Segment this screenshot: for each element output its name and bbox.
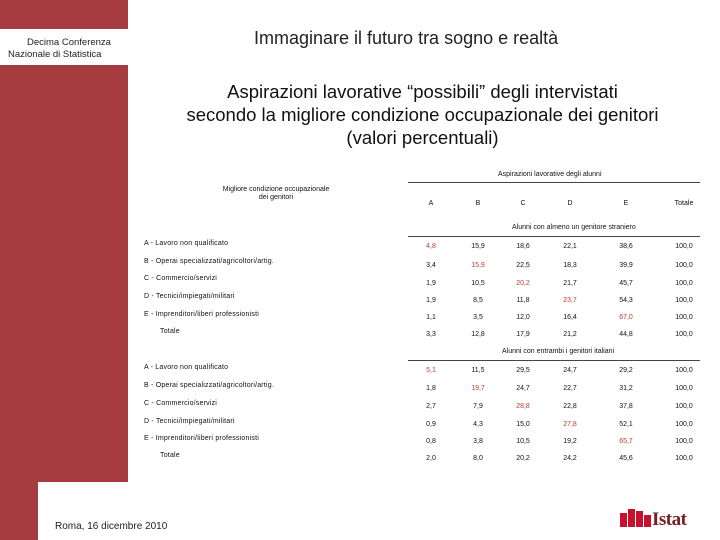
row-label: Totale xyxy=(160,328,180,335)
table-cell: 1,9 xyxy=(426,297,436,304)
table-cell: 8,0 xyxy=(473,455,483,462)
table-cell: 3,4 xyxy=(426,262,436,269)
table-cell: 67,0 xyxy=(619,314,633,321)
table-cell: 22,8 xyxy=(563,403,577,410)
table-cell: 100,0 xyxy=(675,262,693,269)
group-header-rule xyxy=(408,182,700,183)
table-cell: 100,0 xyxy=(675,314,693,321)
table-cell: 1,8 xyxy=(426,385,436,392)
slide-title-line-1: Aspirazioni lavorative “possibili” degli intervistati xyxy=(227,81,618,102)
table-cell: 45,7 xyxy=(619,280,633,287)
table-cell: 65,7 xyxy=(619,438,633,445)
table-cell: 10,5 xyxy=(516,438,530,445)
table-cell: 100,0 xyxy=(675,455,693,462)
logo-bar-1 xyxy=(620,513,627,527)
table-cell: 39,9 xyxy=(619,262,633,269)
date-label: Roma, 16 dicembre 2010 xyxy=(55,521,168,532)
table-cell: 100,0 xyxy=(675,297,693,304)
row-header-line-1: Migliore condizione occupazionale xyxy=(222,186,330,193)
table-cell: 1,9 xyxy=(426,280,436,287)
column-header: C xyxy=(520,200,526,207)
group-header: Aspirazioni lavorative degli alunni xyxy=(498,171,602,178)
table-cell: 11,5 xyxy=(471,367,485,374)
table-cell: 15,9 xyxy=(471,262,485,269)
row-label: D - Tecnici/impiegati/militari xyxy=(144,418,235,425)
table-cell: 19,2 xyxy=(563,438,577,445)
row-label: C - Commercio/servizi xyxy=(144,275,218,282)
header-title: Immaginare il futuro tra sogno e realtà xyxy=(254,28,559,48)
table-cell: 44,8 xyxy=(619,331,633,338)
table-cell: 17,9 xyxy=(516,331,530,338)
table-cell: 18,6 xyxy=(516,243,530,250)
left-sidebar xyxy=(0,0,128,540)
table-cell: 45,6 xyxy=(619,455,633,462)
slide-title xyxy=(150,80,695,149)
table-cell: 54,3 xyxy=(619,297,633,304)
column-header: B xyxy=(475,200,481,207)
row-label: E - Imprenditori/liberi professionisti xyxy=(144,311,259,318)
section-title: Alunni con entrambi i genitori italiani xyxy=(502,348,615,355)
row-label: Totale xyxy=(160,452,180,459)
table-cell: 10,5 xyxy=(471,280,485,287)
table-cell: 15,9 xyxy=(471,243,485,250)
table-cell: 19,7 xyxy=(471,385,485,392)
table-cell: 29,5 xyxy=(516,367,530,374)
row-label: C - Commercio/servizi xyxy=(144,400,218,407)
table-cell: 12,8 xyxy=(471,331,485,338)
row-label: E - Imprenditori/liberi professionisti xyxy=(144,435,259,442)
column-header: E xyxy=(623,200,629,207)
table-cell: 27,8 xyxy=(563,421,577,428)
table-cell: 100,0 xyxy=(675,367,693,374)
table-cell: 3,8 xyxy=(473,438,483,445)
table-cell: 22,5 xyxy=(516,262,530,269)
section-title: Alunni con almeno un genitore straniero xyxy=(512,224,636,231)
table-cell: 22,1 xyxy=(563,243,577,250)
table-cell: 28,8 xyxy=(516,403,530,410)
section-rule xyxy=(408,236,700,237)
column-header: Totale xyxy=(674,200,694,207)
table-cell: 3,3 xyxy=(426,331,436,338)
row-label: A - Lavoro non qualificato xyxy=(144,364,229,371)
table-cell: 0,8 xyxy=(426,438,436,445)
table-cell: 21,2 xyxy=(563,331,577,338)
table-cell: 22,7 xyxy=(563,385,577,392)
table-cell: 24,2 xyxy=(563,455,577,462)
section-rule xyxy=(408,360,700,361)
table-cell: 4,8 xyxy=(426,243,436,250)
slide-title-line-3: (valori percentuali) xyxy=(346,127,499,148)
table-cell: 16,4 xyxy=(563,314,577,321)
column-header: A xyxy=(428,200,434,207)
table-cell: 23,7 xyxy=(563,297,577,304)
table-cell: 24,7 xyxy=(516,385,530,392)
table-cell: 21,7 xyxy=(563,280,577,287)
logo-bar-3 xyxy=(636,511,643,527)
logo-text: Istat xyxy=(652,509,687,530)
table-cell: 12,0 xyxy=(516,314,530,321)
column-header: D xyxy=(567,200,573,207)
table-cell: 100,0 xyxy=(675,403,693,410)
table-cell: 1,1 xyxy=(426,314,436,321)
table-cell: 100,0 xyxy=(675,438,693,445)
table-cell: 37,8 xyxy=(619,403,633,410)
table-cell: 11,8 xyxy=(516,297,530,304)
table-cell: 15,0 xyxy=(516,421,530,428)
table-cell: 100,0 xyxy=(675,385,693,392)
table-cell: 2,0 xyxy=(426,455,436,462)
row-header-line-2: dei genitori xyxy=(258,194,294,201)
slide-title-line-2: secondo la migliore condizione occupazionale dei genitori xyxy=(186,104,659,125)
conference-line-1: Decima Conferenza xyxy=(27,37,111,48)
table-cell: 4,3 xyxy=(473,421,483,428)
table-cell: 0,9 xyxy=(426,421,436,428)
table-cell: 20,2 xyxy=(516,455,530,462)
table-cell: 100,0 xyxy=(675,280,693,287)
table-cell: 20,2 xyxy=(516,280,530,287)
istat-logo xyxy=(620,507,690,531)
logo-bar-4 xyxy=(644,515,651,527)
logo-bar-2 xyxy=(628,509,635,527)
row-label: B - Operai specializzati/agricoltori/artig. xyxy=(144,382,274,389)
table-cell: 2,7 xyxy=(426,403,436,410)
table-cell: 7,9 xyxy=(473,403,483,410)
table-cell: 29,2 xyxy=(619,367,633,374)
row-label: B - Operai specializzati/agricoltori/artig. xyxy=(144,258,274,265)
conference-label xyxy=(0,29,128,65)
table-cell: 8,5 xyxy=(473,297,483,304)
table-cell: 52,1 xyxy=(619,421,633,428)
table-cell: 5,1 xyxy=(426,367,436,374)
table-cell: 100,0 xyxy=(675,243,693,250)
table-cell: 3,5 xyxy=(473,314,483,321)
table-cell: 31,2 xyxy=(619,385,633,392)
table-cell: 100,0 xyxy=(675,421,693,428)
table-cell: 100,0 xyxy=(675,331,693,338)
table-cell: 38,6 xyxy=(619,243,633,250)
row-label: A - Lavoro non qualificato xyxy=(144,240,229,247)
row-label: D - Tecnici/impiegati/militari xyxy=(144,293,235,300)
table-cell: 18,3 xyxy=(563,262,577,269)
conference-line-2: Nazionale di Statistica xyxy=(8,49,102,60)
table-cell: 24,7 xyxy=(563,367,577,374)
row-header xyxy=(206,186,346,202)
